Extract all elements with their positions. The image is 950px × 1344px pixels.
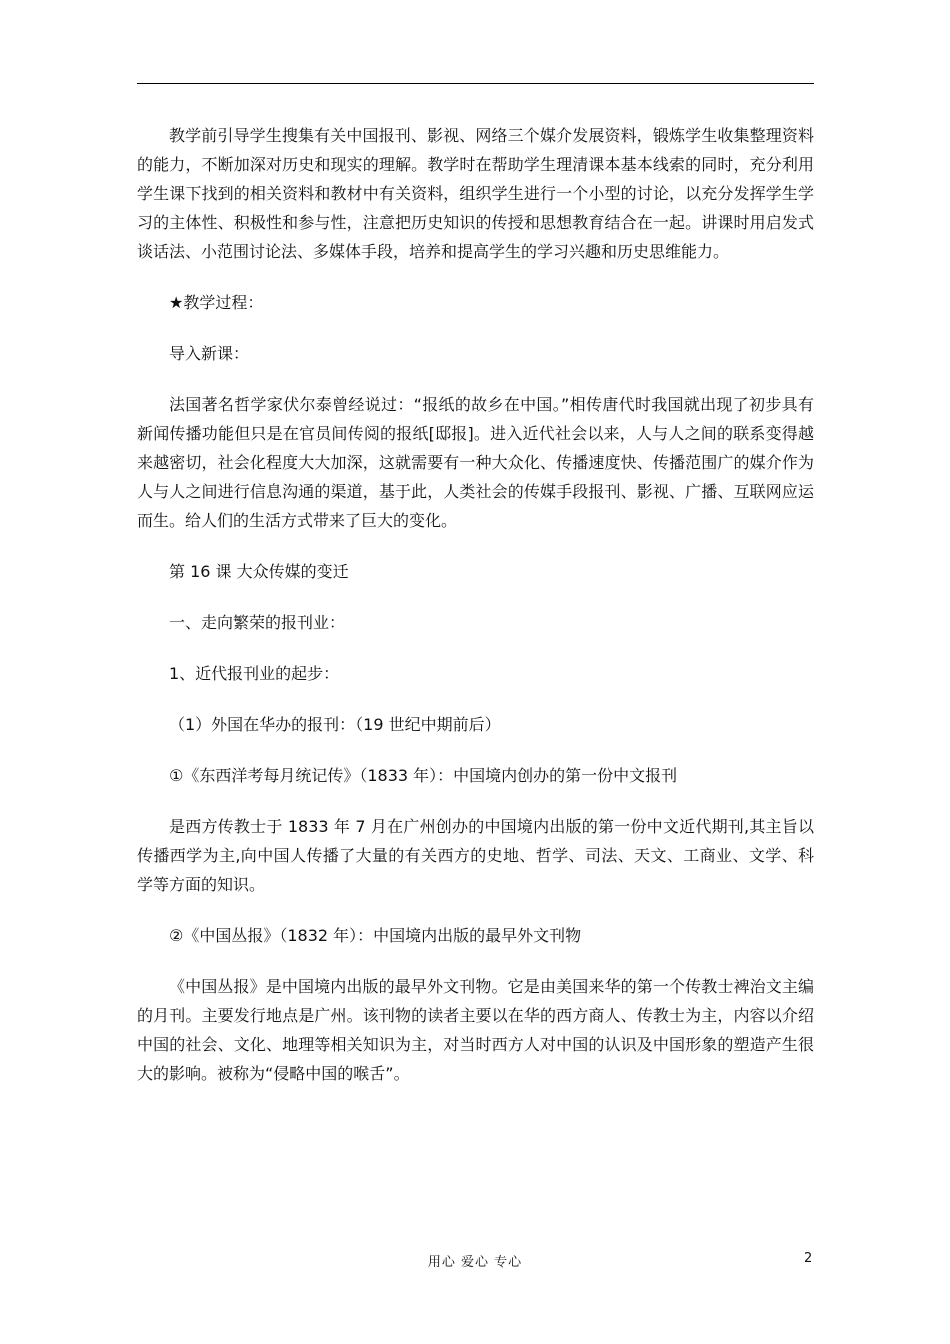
section-heading-1: 一、走向繁荣的报刊业： <box>169 613 346 632</box>
header-rule <box>137 83 814 84</box>
page-number: 2 <box>804 1251 813 1266</box>
paragraph-chinese-repository: 《中国丛报》是中国境内出版的最早外文刊物。它是由美国来华的第一个传教士裨治文主编的月刊。主要发行地点是广州。该刊物的读者主要以在华的西方商人、传教士为主，内容以介绍中国的社会、文化、地理等相关知识为主，对当时西方人对中国的认识及中国形象的塑造产生很大的影响。被称为“侵略中国的喉舌”。 <box>137 977 814 1083</box>
footer-motto: 用心 爱心 专心 <box>427 1255 523 1270</box>
paragraph-dongxiyang: 是西方传教士于 1833 年 7 月在广州创办的中国境内出版的第一份中文近代期刊,其主旨以传播西学为主,向中国人传播了大量的有关西方的史地、哲学、司法、天文、工商业、文学、科学等方面的知识。 <box>137 817 814 894</box>
subsection-heading-foreign-press: （1）外国在华办的报刊：（19 世纪中期前后） <box>169 715 501 734</box>
lesson-title: 第 16 课 大众传媒的变迁 <box>169 562 349 581</box>
paragraph-teaching-method: 教学前引导学生搜集有关中国报刊、影视、网络三个媒介发展资料，锻炼学生收集整理资料的能力，不断加深对历史和现实的理解。教学时在帮助学生理清课本基本线索的同时，充分利用学生课下找到的相关资料和教材中有关资料，组织学生进行一个小型的讨论，以充分发挥学生学习的主体性、积极性和参与性，注意把历史知识的传授和思想教育结合在一起。讲课时用启发式谈话法、小范围讨论法、多媒体手段，培养和提高学生的学习兴趣和历史思维能力。 <box>137 126 814 261</box>
heading-lesson-intro: 导入新课： <box>169 344 250 363</box>
item-heading-dongxiyang: ①《东西洋考每月统记传》（1833 年）：中国境内创办的第一份中文报刊 <box>169 766 678 785</box>
paragraph-intro-text: 法国著名哲学家伏尔泰曾经说过：“报纸的故乡在中国。”相传唐代时我国就出现了初步具有新闻传播功能但只是在官员间传阅的报纸[邸报]。进入近代社会以来，人与人之间的联系变得越来越密切，社会化程度大大加深，这就需要有一种大众化、传播速度快、传播范围广的媒介作为人与人之间进行信息沟通的渠道，基于此，人类社会的传媒手段报刊、影视、广播、互联网应运而生。给人们的生活方式带来了巨大的变化。 <box>137 395 814 530</box>
heading-teaching-process: ★教学过程： <box>169 293 264 312</box>
subsection-heading-1: 1、近代报刊业的起步： <box>169 664 340 683</box>
document-body <box>137 121 814 1088</box>
item-heading-chinese-repository: ②《中国丛报》（1832 年）：中国境内出版的最早外文刊物 <box>169 926 582 945</box>
